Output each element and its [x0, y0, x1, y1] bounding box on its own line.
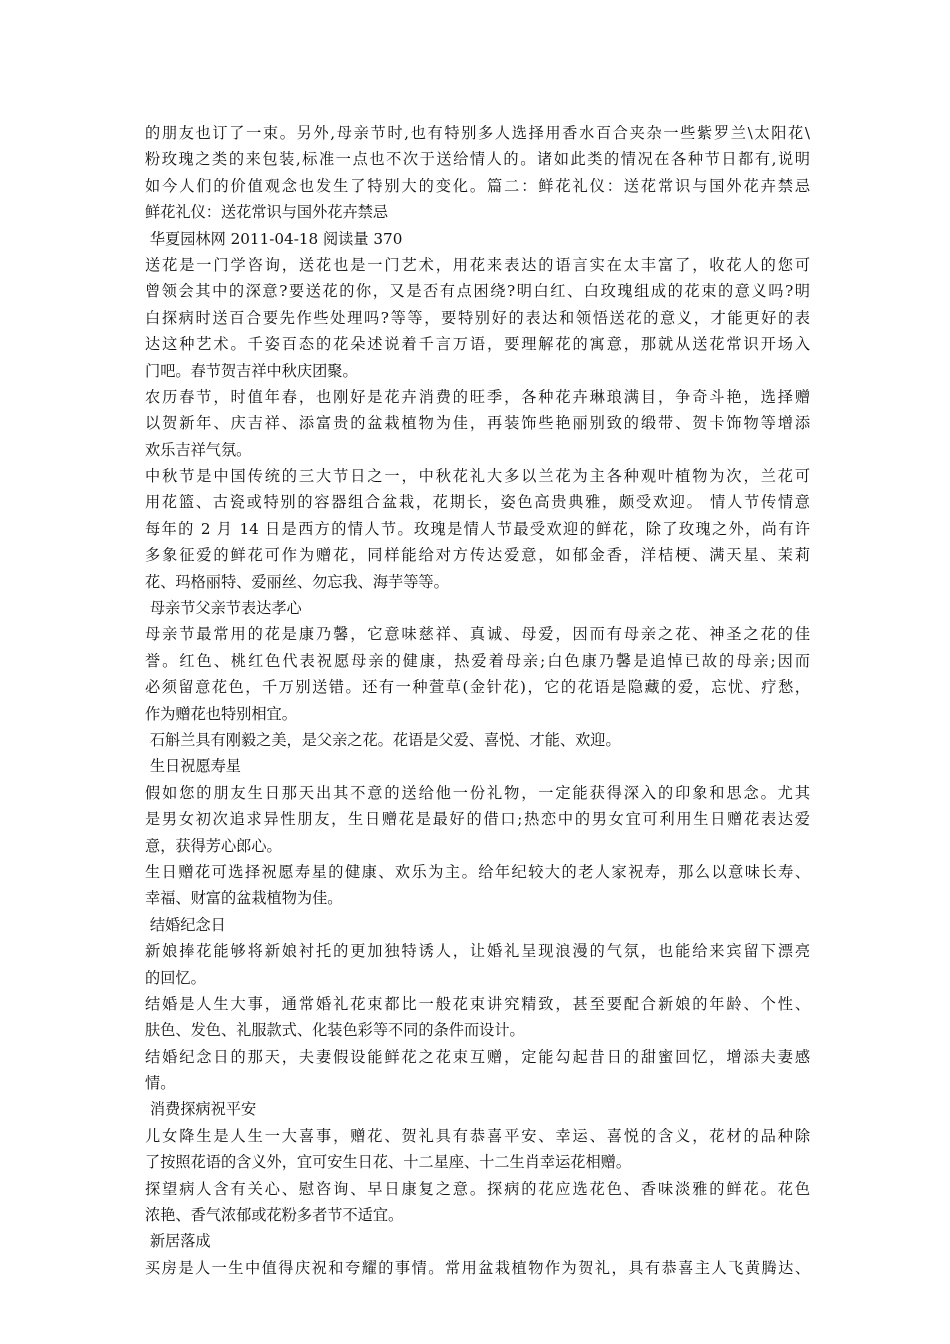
text-line: 消费探病祝平安	[145, 1100, 257, 1119]
text-line: 意，获得芳心郎心。	[145, 836, 282, 855]
text-line: 农历春节，时值年春，也刚好是花卉消费的旺季，各种花卉琳琅满目，争奇斗艳，选择赠	[145, 387, 810, 406]
text-line: 结婚纪念日	[145, 915, 226, 934]
text-line: 结婚是人生大事，通常婚礼花束都比一般花束讲究精致，甚至要配合新娘的年龄、个性、	[145, 994, 810, 1013]
text-line: 华夏园林网 2011-04-18 阅读量 370	[145, 229, 403, 248]
text-line: 门吧。春节贺吉祥中秋庆团聚。	[145, 361, 358, 380]
text-line: 浓艳、香气浓郁或花粉多者节不适宜。	[145, 1206, 404, 1225]
document-body	[145, 120, 810, 1281]
text-line: 母亲节最常用的花是康乃馨，它意味慈祥、真诚、母爱，因而有母亲之花、神圣之花的佳	[145, 625, 810, 644]
text-line: 白探病时送百合要先作些处理吗?等等，要特别好的表达和领悟送花的意义，才能更好的表	[145, 308, 810, 327]
text-line: 以贺新年、庆吉祥、添富贵的盆栽植物为佳，再装饰些艳丽别致的缎带、贺卡饰物等增添	[145, 414, 810, 433]
text-line: 买房是人一生中值得庆祝和夸耀的事情。常用盆栽植物作为贺礼，具有恭喜主人飞黄腾达、	[145, 1258, 810, 1277]
text-line: 多象征爱的鲜花可作为赠花，同样能给对方传达爱意，如郁金香，洋桔梗、满天星、茉莉	[145, 546, 810, 565]
text-line: 送花是一门学咨询，送花也是一门艺术，用花来表达的语言实在太丰富了，收花人的您可	[145, 255, 810, 274]
text-line: 鲜花礼仪：送花常识与国外花卉禁忌	[145, 203, 388, 222]
text-line: 达这种艺术。千姿百态的花朵述说着千言万语，要理解花的寓意，那就从送花常识开场入	[145, 335, 810, 354]
text-line: 情。	[145, 1074, 176, 1093]
text-line: 儿女降生是人生一大喜事，赠花、贺礼具有恭喜平安、幸运、喜悦的含义，花材的品种除	[145, 1126, 810, 1145]
text-line: 曾领会其中的深意?要送花的你，又是否有点困绕?明白红、白玫瑰组成的花束的意义吗?明	[145, 282, 810, 301]
text-line: 了按照花语的含义外，宜可安生日花、十二星座、十二生肖幸运花相赠。	[145, 1153, 631, 1172]
text-line: 生日赠花可选择祝愿寿星的健康、欢乐为主。给年纪较大的老人家祝寿，那么以意味长寿、	[145, 862, 810, 881]
text-line: 粉玫瑰之类的来包装,标准一点也不次于送给情人的。诸如此类的情况在各种节日都有,说明	[145, 150, 810, 169]
text-line: 肤色、发色、礼服款式、化装色彩等不同的条件而设计。	[145, 1021, 525, 1040]
text-line: 新居落成	[145, 1232, 211, 1251]
text-line: 欢乐吉祥气氛。	[145, 440, 252, 459]
text-line: 每年的 2 月 14 日是西方的情人节。玫瑰是情人节最受欢迎的鲜花，除了玫瑰之外，尚有许	[145, 519, 810, 538]
text-line: 的朋友也订了一束。另外,母亲节时,也有特别多人选择用香水百合夹杂一些紫罗兰\太阳花\	[145, 124, 810, 142]
text-line: 必须留意花色，千万别送错。还有一种萱草(金针花)，它的花语是隐藏的爱，忘忧、疗愁，	[145, 678, 810, 697]
text-line: 作为赠花也特别相宜。	[145, 704, 297, 723]
text-line: 中秋节是中国传统的三大节日之一，中秋花礼大多以兰花为主各种观叶植物为次，兰花可	[145, 467, 810, 486]
text-line: 母亲节父亲节表达孝心	[145, 599, 302, 618]
text-line: 花、玛格丽特、爱丽丝、勿忘我、海芋等等。	[145, 572, 449, 591]
text-line: 的回忆。	[145, 968, 206, 987]
text-line: 探望病人含有关心、慰咨询、早日康复之意。探病的花应选花色、香味淡雅的鲜花。花色	[145, 1179, 810, 1198]
text-line: 用花篮、古瓷或特别的容器组合盆栽，花期长，姿色高贵典雅，颇受欢迎。 情人节传情意	[145, 493, 810, 512]
text-line: 石斛兰具有刚毅之美，是父亲之花。花语是父爱、喜悦、才能、欢迎。	[145, 730, 621, 749]
text-line: 如今人们的价值观念也发生了特别大的变化。篇二：鲜花礼仪：送花常识与国外花卉禁忌	[145, 176, 810, 195]
text-line: 新娘捧花能够将新娘衬托的更加独特诱人，让婚礼呈现浪漫的气氛，也能给来宾留下漂亮	[145, 942, 810, 961]
text-line: 是男女初次追求异性朋友，生日赠花是最好的借口;热恋中的男女宜可利用生日赠花表达爱	[145, 810, 810, 829]
text-line: 生日祝愿寿星	[145, 757, 241, 776]
text-line: 假如您的朋友生日那天出其不意的送给他一份礼物，一定能获得深入的印象和思念。尤其	[145, 783, 810, 802]
text-line: 幸福、财富的盆栽植物为佳。	[145, 889, 343, 908]
text-line: 誉。红色、桃红色代表祝愿母亲的健康，热爱着母亲;白色康乃馨是追悼已故的母亲;因而	[145, 651, 810, 670]
text-line: 结婚纪念日的那天，夫妻假设能鲜花之花束互赠，定能勾起昔日的甜蜜回忆，增添夫妻感	[145, 1047, 810, 1066]
